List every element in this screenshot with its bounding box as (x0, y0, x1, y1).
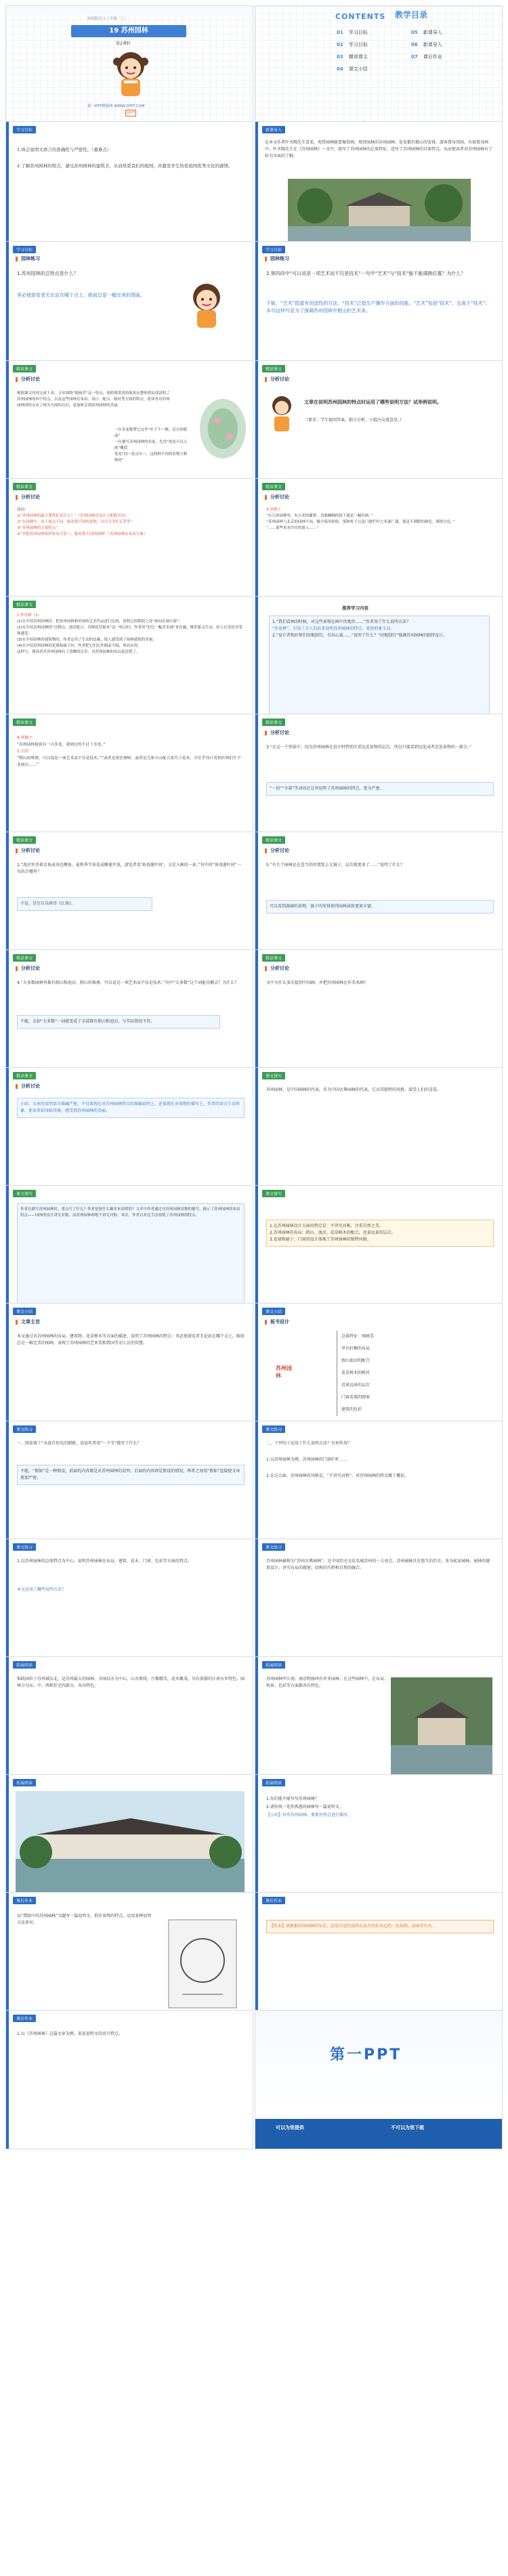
question-text: 本文运用了哪些说明方法？ (17, 1587, 66, 1592)
tree-item: 总体特征：图画美 (341, 1334, 375, 1339)
tag-label: 课文小结 (13, 1308, 36, 1315)
sub-heading: 分析讨论 (21, 1083, 40, 1089)
item-line: 3.花墙和廊子、门窗的设计体现了苏州园林的独特风格。 (270, 1237, 371, 1242)
question-text: 3.“在这一个别景中，因为苏州园林在设计时特别注重远近景物的层次，所以只能看到远处或者近处景物的一部分。” (266, 745, 471, 750)
item-line: 3.举例子 (266, 508, 281, 512)
extend-text: 苏州园林甲江南，南京和扬州有许多园林，在这些园林中，在布局、构景、色彩等方面都各有特色。 (266, 1677, 389, 1688)
contents-item[interactable] (337, 41, 368, 49)
answer-text: 务必使游览者无论站在哪个点上，眼前总是一幅完美的图画。 (17, 293, 145, 298)
answer-text: 不能，去掉“大多数”一词就变成了全部都有假山和池沼，与实际情况不符。 (20, 1019, 155, 1024)
explore-intro: 作者在描写苏州园林时，重点写了什么？作者是按什么顺序来说明的？文章中作者通过对苏州园林景物的描写，揭示了苏州园林的布局特点——园林的设计讲究对称，而苏州园林却绝不讲究对称；其次，作者以对比手法说明了苏州园林的特点。 (20, 1207, 240, 1218)
sub-heading: 板书设计 (270, 1319, 289, 1325)
question-item: 2.在这方面，苏州园林的风格是，“不讲究对称”，对苏州园林的特点做了概括。 (266, 1474, 408, 1478)
question-text: 4.“大多数园林里都有假山和池沼，假山的堆叠，可以说是一项艺术而不仅是技术。”句中“大多数”这个词能否删去？为什么？ (17, 981, 239, 985)
question-text: 二、下列句子运用了什么说明方法？有何作用？ (266, 1441, 352, 1446)
girl-illustration-icon (265, 391, 299, 438)
quote-list (114, 427, 189, 464)
tag-label: 精读课文 (262, 954, 285, 962)
answer-text: 可以看到游廊的景物，镜子的安排使得园林景致更加丰富。 (270, 904, 376, 909)
cover-site[interactable]: 第一PPT模板网-WWW.1PPT.COM (87, 104, 145, 108)
contents-item-label: 课文小结 (348, 66, 368, 72)
explore-box (266, 1220, 494, 1247)
tag-label: 精读课文 (13, 836, 36, 844)
item-line: ③“苏州园林的主要特点” (17, 526, 58, 530)
item-line: “作诠释”，引用了古人的话来说明苏州园林的特点，更加形象生动。 (272, 626, 395, 631)
tag-label: 课文练习 (262, 1425, 285, 1433)
tag-label: 课文探究 (13, 1190, 36, 1197)
cover-top-strip (6, 6, 253, 16)
summary-box (17, 1098, 245, 1118)
tag-label: 课文探究 (262, 1190, 285, 1197)
contents-item[interactable] (411, 53, 442, 61)
homework-box (266, 1920, 494, 1933)
tag-label: 精读课文 (262, 718, 285, 726)
homework-text: 以“我眼中的苏州园林”为题写一篇说明文，抓住景物的特点，运用多种说明方法来写。 (17, 1914, 152, 1925)
contents-item[interactable] (411, 29, 442, 37)
question-text: 文中为什么多次提到中国画，并把苏州园林比作美术画？ (266, 981, 368, 985)
lotus-leaf-icon (197, 388, 249, 476)
sub-heading: 分析讨论 (270, 377, 289, 382)
item-line: ①“苏州园林的最主要特征是什么？”（苏州园林在设计上把握全局） (17, 514, 129, 518)
answer-text: 不能。“艺术”指富有创造性的方法，“技术”泛指生产操作方面的技能。“艺术”包括“技术”，且高于“技术”。本句这样写是为了强调苏州园林中假山的艺术美。 (266, 301, 490, 314)
right-list (266, 507, 494, 532)
content-box (269, 616, 490, 729)
answer-text: “一切”“全部”等词语在这里说明了苏州园林的特点，更为严密。 (270, 786, 384, 791)
tag-label: 学习目标 (13, 126, 36, 133)
goal-line-2: 2.了解苏州园林的特点，感受苏州园林的建筑美，从而热爱我们的祖国，并激发学生热爱祖国优秀文化的感情。 (17, 163, 233, 169)
sub-heading: 分析讨论 (21, 494, 40, 500)
explore-text: 苏州园林，是中国园林的代表。作为中国古典园林的代表，它以其独特的风格，深受人们的喜爱。 (266, 1088, 442, 1092)
answer-box (17, 897, 152, 911)
contents-label: CONTENTS (335, 12, 386, 21)
item-line: “有几座园林里，有古老的藤萝，盘曲嶙峋的枝干就是一幅好画。” (266, 514, 373, 518)
question-note: （要求：学生提问答案，独立分析，小组内交流意见。） (304, 418, 404, 423)
question-text: 文章在说明苏州园林的特点时运用了哪些说明方法？试举例说明。 (304, 400, 442, 405)
item-line: 这样写，使读者对苏州园林有了清晰的认识，对苏州园林的布局更清楚了。 (17, 650, 140, 654)
contents-item-label: 新课导入 (423, 30, 442, 35)
slide-end (255, 2010, 503, 2149)
summary-text: 本文通过对苏州园林的布局、建筑物、花草树木等方面的描述，说明了苏州园林的特点：务必使游览者无论站在哪个点上，眼前总是一幅完美的图画，表现了苏州园林的艺术美和我国劳动人民的智慧。 (17, 1334, 245, 1346)
summary-text: 小结：文章的说明语言准确严密，不仅体现在对苏州园林特点的准确说明上，还体现在对景物的描写上，作者的语言生动形象，使读者如身临其境，感受到苏州园林的美丽。 (20, 1102, 240, 1113)
item-line: 1.你们能不能写写苏州园林？ (266, 1797, 319, 1801)
tag-label: 精读课文 (13, 601, 36, 608)
tag-label: 学习目标 (262, 246, 285, 253)
answer-text: 不是，是引自乐府诗《江南》。 (20, 901, 76, 906)
tag-label: 课文练习 (13, 1425, 36, 1433)
tag-label: 拓展阅读 (13, 1779, 36, 1786)
sub-heading: 分析讨论 (21, 377, 40, 382)
contents-item-number: 05 (411, 30, 418, 35)
homework-right-text: 【作业】请根据苏州园林的写法，运用合适的说明方法介绍你身边的一处景物，200字左右。 (270, 1924, 436, 1929)
item-line: 1.作诠释（1） (17, 614, 42, 618)
item-line: 4.列数字 (17, 736, 33, 740)
site-badge: 1PPT (126, 111, 135, 115)
tag-label: 课后作业 (13, 2015, 36, 2022)
homework-text: 1.以《苏州园林》这篇文章为例，说说说明文的语言特点。 (17, 2032, 123, 2036)
contents-item-number: 06 (411, 42, 418, 47)
logo-text: 第一PPT (330, 2046, 402, 2063)
question-text: 1.苏州园林的总特点是什么？ (17, 271, 79, 276)
tag-label: 精读课文 (262, 365, 285, 372)
item-line: 2.“设计者和匠师们因地制宜，自出心裁……”说明了什么？“因地制宜”强调苏州园林的独特设计。 (272, 633, 448, 638)
tree-item: 近景远景的层次 (341, 1383, 371, 1388)
answer-box (17, 1015, 220, 1029)
item-line: (1)在介绍苏州园林时，把苏州园林和外国的艺术作品进行比较，说明它的独特之处“如同在画中游”。 (17, 620, 183, 624)
tag-label: 精读课文 (262, 836, 285, 844)
question-text: 5.“有几个园林还在适当的位置装上大镜子，层次就更多了……”说明了什么？ (266, 863, 404, 867)
exercise-text: 苏州园林被称为“苏州古典园林”，是中国历史文化名城苏州的一大亮点。苏州园林具有悠久的历史，多为私家园林。园林的建筑设计，讲究布局的疏密，结构的巧妙和自然的融合。 (266, 1559, 490, 1570)
tag-label: 新课导入 (262, 126, 285, 133)
item-line: 【小结】写作苏州园林，要抓住特点进行描写。 (266, 1813, 352, 1818)
item-line: (2)在介绍苏州园林的“以假山，池沼配合，各种花草树木”这一特点时，作者用“好比一幅美术画”来比喻，既形象又生动，给人以美的享受和感受。 (17, 626, 242, 636)
tree-item: 花草树木的映衬 (341, 1371, 371, 1375)
tag-label: 课后作业 (13, 1897, 36, 1904)
contents-item-number: 02 (337, 42, 343, 47)
answer-box (266, 900, 494, 914)
answer-box (266, 782, 494, 796)
tag-label: 拓展阅读 (262, 1661, 285, 1669)
contents-item[interactable] (411, 41, 442, 49)
tree-item: 门窗花墙的图案 (341, 1395, 371, 1400)
tree-item: 假山池沼的配合 (341, 1358, 371, 1363)
slide-goals (5, 121, 253, 261)
item-line: “……那些来来往往的游人……” (266, 526, 319, 530)
tag-label: 精读课文 (13, 365, 36, 372)
tag-label: 精读课文 (262, 483, 285, 490)
footer-right: 不可以为您下载 (391, 2125, 424, 2130)
extend-text: 拙政园位于苏州城东北，是苏州最大的园林。全园以水为中心，山水萦绕，厅榭精美，花木繁茂，具有浓郁的江南水乡特色。园林分为东、中、西和住宅四部分，各具特色。 (17, 1677, 245, 1688)
item-line: 设问： (17, 508, 28, 512)
contents-item-label: 学习目标 (348, 42, 368, 47)
sub-heading: 园林练习 (21, 256, 40, 261)
garden-photo-icon (391, 1677, 492, 1786)
slide-intro (255, 121, 503, 261)
exercise-text: 1.以苏州园林的总体特点为中心，说明苏州园林在布局、建筑、花木、门窗、色彩等方面的特点。 (17, 1559, 192, 1564)
item-line: “假山的堆叠，可以说是一项艺术而不仅是技术。”“或者是重峦叠嶂，或者是几座小山配合着竹子花木，全在乎设计者和匠师们生平多阅历……” (17, 756, 241, 767)
contents-item-number: 04 (337, 66, 343, 72)
tag-label: 课文练习 (13, 1543, 36, 1551)
question-text: 一、阅读第十“水波有何光的倒影，说说作者用“一个字”描写了什么？ (17, 1441, 142, 1446)
section-title: 推荐学习内容 (342, 605, 368, 611)
blue-accent-bar (6, 2011, 9, 2149)
extend-list (266, 1795, 494, 1820)
item-line: “苏州园林据说有一百多处，我到过的不过十多处。” (17, 743, 106, 747)
contents-item-number: 01 (337, 30, 343, 35)
quote-item: 一位描写苏州园林的名家，先用“处处可以入画”概括 (114, 440, 188, 450)
girl-illustration-icon (105, 47, 156, 101)
explore-box (17, 1203, 245, 1318)
question-text: 2.第四段中“可以说是一项艺术而不仅是技术”一句中“艺术”与“技术”能不能调换位置？为什么？ (266, 271, 466, 276)
tag-label: 精读课文 (13, 483, 36, 490)
contents-item-label: 课后作业 (423, 54, 442, 60)
slide-homework-3 (5, 2010, 253, 2149)
tag-label: 课文练习 (262, 1543, 285, 1551)
blue-accent-bar (6, 242, 9, 380)
item-line: (4)在介绍苏州园林的花墙和廊子时，作者把它们比作隔而不隔，界而未界。 (17, 644, 142, 648)
contents-item-label: 学习目标 (348, 30, 368, 35)
tag-label: 课后作业 (262, 1897, 285, 1904)
cover-lesson: 第2课时 (116, 41, 131, 46)
question-item: 1.以苏州园林为例，苏州园林的门窗栏杆…… (266, 1457, 347, 1462)
end-footer (255, 2119, 502, 2149)
lantern-drawing-icon (162, 1913, 243, 2015)
contents-item-number: 07 (411, 54, 418, 60)
garden-photo-icon (16, 1791, 245, 1908)
tag-label: 精读课文 (13, 1072, 36, 1079)
sub-heading: 分析讨论 (270, 494, 289, 500)
sub-heading: 分析讨论 (270, 966, 289, 971)
tree-center: 苏州园林 (276, 1365, 292, 1379)
intro-text: 在本文作者叶圣陶先生看来，观赏园林就要像赏画，观赏园林的苏州园林，处处都有精心的安排，游客置身其间，有如置身画中。叶圣陶先生在《苏州园林》一文中，既写了苏州园林的总体特征，也写了苏州园林的具体特点，从而使读者对苏州园林有了较为全面的了解。 (265, 140, 493, 158)
sub-heading: 分析讨论 (270, 848, 289, 853)
items-list (17, 507, 245, 538)
contents-item[interactable] (337, 66, 368, 73)
footer-left: 可以为您提供 (276, 2125, 304, 2130)
sub-heading: 分析讨论 (21, 848, 40, 853)
sub-heading: 分析讨论 (21, 966, 40, 971)
item-line: 2.苏州园林的布局：假山、池沼、花草树木的配合，近景远景的层次。 (270, 1230, 396, 1235)
item-line: 1.“我们看画的时候，对这些景物在画中的地位……”作者用了什么说明方法？ (272, 620, 410, 624)
contents-item[interactable] (337, 29, 368, 37)
question-text: 2.“池沼里养着金鱼或各色鲤鱼，夏秋季节荷花或睡莲开放，游览者看‘鱼戏莲叶间’，又是入画的一景。”句中的“鱼戏莲叶间”一句出自哪里？ (17, 863, 241, 874)
tag-label: 精读课文 (13, 954, 36, 962)
analysis-intro: 根据课文内容完成下表，文章围绕“图画美”这一特点，按照观赏者的视角从整体到局部说明了苏州园林的四个特点，以及这些园林在布局、设计、配合、映衬等方面的特点，使读者对苏州园林的特点有了较为全面的认识，更加体会到苏州园林的美丽。 (17, 391, 170, 408)
tree-item: 亭台轩榭的布局 (341, 1346, 371, 1351)
tree-item: 建筑的色彩 (341, 1407, 362, 1412)
goal-line-1-text: 1.体会说明文语言的准确性与严密性。（重难点） (17, 147, 112, 152)
item-line: “苏州园林与北京的园林不同，极少使用彩绘，梁和柱子以及门窗栏杆大多漆广漆，那是不刺眼的颜色。墙壁白色。” (266, 520, 454, 524)
tag-label: 拓展阅读 (13, 1661, 36, 1669)
answer-box (17, 1465, 245, 1485)
tag-label: 学习目标 (13, 246, 36, 253)
sub-heading: 分析讨论 (270, 730, 289, 735)
contents-item-label: 精读课文 (348, 54, 368, 60)
item-line: ④“并把苏州园林景的布局方法一，能看到不同的园林”（苏州园林在布局方面） (17, 532, 148, 536)
cover-title: 19 苏州园林 (71, 25, 186, 37)
answer-text: 不能，“假如”是一种假设，前面的内容都是对苏州园林的说明；后面的内容则是假设的情况，两者之间用“假如”连接使文章更加严密。 (20, 1469, 240, 1480)
items-list (17, 735, 245, 769)
tag-label: 精读课文 (13, 718, 36, 726)
item-line: 1.在苏州园林设计方面的特点是：不讲究对称，注重自然之美。 (270, 1224, 383, 1228)
goal-line-1 (17, 146, 240, 154)
blue-accent-bar (6, 122, 9, 260)
contents-item[interactable] (337, 53, 368, 61)
contents-item-label: 新课导入 (423, 42, 442, 47)
sub-heading: 园林练习 (270, 256, 289, 261)
tree-list (337, 1331, 472, 1416)
quote-item: 处处“同一景点中一，这两种不同的景物互相映衬” (114, 452, 188, 463)
tag-label: 课文探究 (262, 1072, 285, 1079)
tag-label: 课文小结 (262, 1308, 285, 1315)
sub-heading: 文章主旨 (21, 1319, 40, 1325)
item-line: 2.请你找一处你熟悉的园林写一篇说明文。 (266, 1805, 343, 1809)
girl-illustration-icon (181, 278, 232, 332)
contents-item-number: 03 (337, 54, 343, 60)
item-line: (3)在介绍园林的建筑物时，作者运用了生动的比喻，使人感受到了园林建筑的美丽。 (17, 638, 156, 642)
blue-accent-bar (255, 122, 258, 260)
item-line: ②“在园林中，由于视点不同，能看到不同的景物，可以分为什么等等” (17, 520, 133, 524)
cover-small-title: 统编版语文八年级（上） (87, 17, 129, 21)
blue-accent-bar (255, 242, 258, 380)
tag-label: 拓展阅读 (262, 1779, 285, 1786)
quote-item: 一位名家称赞它这里“叶子不一棵，总在你眼前” (114, 428, 188, 438)
items-list (17, 613, 245, 656)
item-line: 5.引用 (17, 750, 29, 754)
contents-heading: 教学目录 (395, 10, 428, 20)
